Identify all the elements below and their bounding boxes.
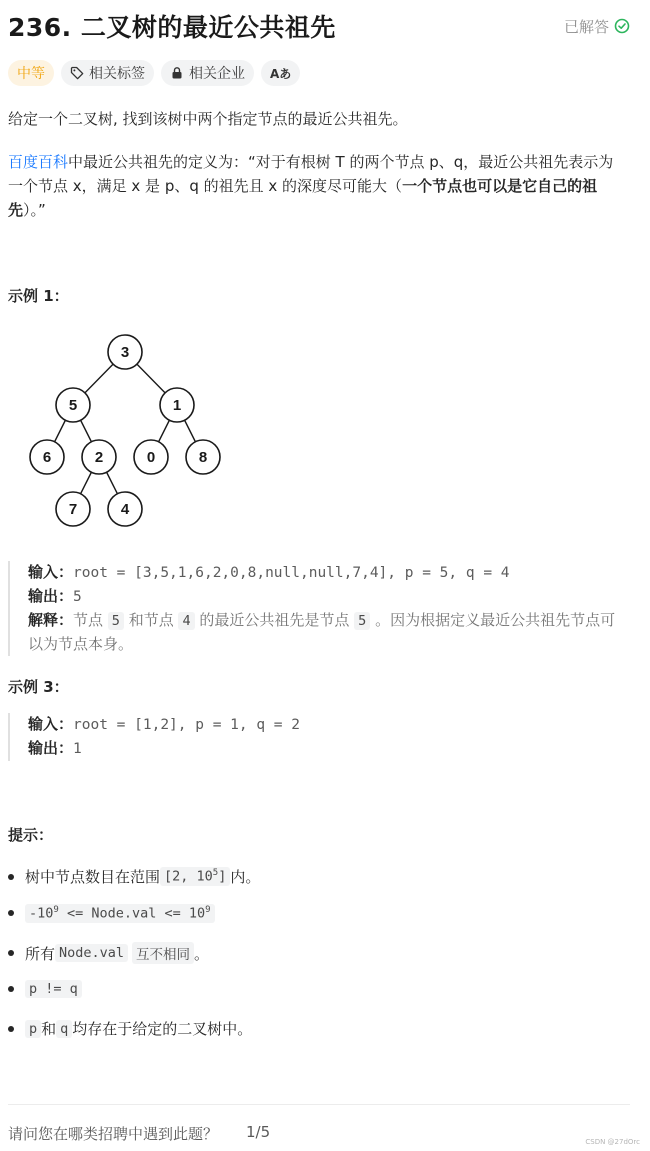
title-row: [8, 8, 630, 44]
tag-icon: [70, 66, 84, 80]
bullet-dot: [8, 986, 14, 992]
hint-code-text: ]: [218, 868, 227, 885]
related-tags-label: 相关标签: [89, 66, 145, 82]
watermark: CSDN @27dOrc: [585, 1138, 640, 1146]
difficulty-badge: 中等: [8, 60, 54, 86]
tree-node-label: 0: [146, 449, 156, 466]
example1-explain-row: [28, 609, 628, 656]
output-label: 输出：: [28, 739, 74, 757]
bullet-dot: [8, 950, 14, 956]
baidu-baike-link[interactable]: 百度百科: [8, 153, 69, 171]
example3-box: [8, 713, 300, 761]
tree-node-label: 5: [68, 397, 78, 414]
hint-sup: 9: [53, 905, 59, 915]
hint-sup: 9: [205, 905, 211, 915]
tree-node-label: 4: [120, 501, 130, 518]
translate-icon: Aあ: [270, 66, 292, 81]
hint-code-text: -10: [29, 905, 54, 922]
hint-code: Node.val: [55, 944, 128, 962]
hint-code: [25, 904, 215, 923]
solved-status: [564, 16, 630, 37]
tree-node-label: 8: [198, 449, 208, 466]
hint-code-text: [2, 10: [164, 868, 213, 885]
tree-node-label: 6: [42, 449, 52, 466]
hint-text: 内。: [230, 868, 261, 886]
explain-code: 5: [354, 612, 370, 630]
check-circle-icon: [614, 18, 630, 34]
example3-input-row: [28, 713, 300, 737]
example1-heading: 示例 1：: [8, 287, 69, 305]
bullet-dot: [8, 910, 14, 916]
hint-text: 。: [194, 944, 210, 963]
tag-bar: [8, 60, 300, 86]
hints-heading: 提示：: [8, 826, 54, 844]
hint-code-text: <= Node.val <= 10: [58, 905, 206, 922]
hint-item: [8, 866, 260, 887]
example3-heading: 示例 3：: [8, 678, 69, 696]
bullet-dot: [8, 1026, 14, 1032]
example1-input-row: [28, 561, 628, 585]
definition-tail: ）。”: [23, 201, 46, 219]
hint-code: p: [25, 1020, 41, 1038]
example3-output-row: [28, 737, 300, 761]
hint-code: q: [56, 1020, 72, 1038]
survey-row[interactable]: [8, 1123, 270, 1144]
related-companies-button[interactable]: [161, 60, 254, 86]
example1-output-row: [28, 585, 628, 609]
explain-text: 的最近公共祖先是节点: [194, 611, 355, 629]
hint-item: [8, 980, 82, 998]
description-definition: [8, 150, 628, 222]
definition-text: 中最近公共祖先的定义为：“对于有根树 T 的两个节点 p、q，最近公共祖先表示为一个节点 x，满足 x 是 p、q 的祖先且 x 的深度尽可能大（: [8, 153, 614, 195]
hint-item: [8, 904, 215, 923]
input-label: 输入：: [28, 715, 74, 733]
related-tags-button[interactable]: [61, 60, 154, 86]
tree-node-label: 1: [172, 397, 182, 414]
description-line1: 给定一个二叉树, 找到该树中两个指定节点的最近公共祖先。: [8, 110, 408, 128]
bullet-dot: [8, 874, 14, 880]
output-value: 1: [73, 741, 82, 757]
input-value: root = [1,2], p = 1, q = 2: [73, 717, 300, 733]
hint-code: [160, 867, 230, 886]
divider: [8, 1104, 630, 1105]
tree-node-label: 3: [120, 344, 130, 361]
explain-text: 和节点: [123, 611, 179, 629]
output-label: 输出：: [28, 587, 74, 605]
hint-code: 互不相同: [132, 942, 194, 964]
lock-icon: [170, 66, 184, 80]
explain-text: 。因为根据定义最近公共祖先节点可以为节点本身。: [28, 611, 616, 653]
hint-item: [8, 942, 209, 964]
hint-text: 所有: [25, 944, 56, 963]
related-companies-label: 相关企业: [189, 66, 245, 82]
tree-node-label: 2: [94, 449, 104, 466]
example1-box: [8, 561, 628, 656]
binary-tree-diagram: [20, 325, 230, 530]
hint-sup: 5: [212, 868, 219, 879]
hint-text: 均存在于给定的二叉树中。: [72, 1020, 253, 1038]
explain-label: 解释：: [28, 611, 74, 629]
explain-code: 5: [108, 612, 124, 630]
input-label: 输入：: [28, 563, 74, 581]
problem-title: 236. 二叉树的最近公共祖先: [8, 13, 336, 42]
tree-node-label: 7: [68, 501, 78, 518]
definition-bold: 一个节点也可以是它自己的祖先: [8, 177, 598, 219]
solved-label: 已解答: [563, 17, 609, 36]
input-value: root = [3,5,1,6,2,0,8,null,null,7,4], p = 5, q = 4: [73, 565, 510, 581]
hint-item: [8, 1018, 252, 1039]
survey-question: 请问您在哪类招聘中遇到此题？: [8, 1125, 219, 1143]
explain-text: 节点: [73, 611, 108, 629]
explain-code: 4: [178, 612, 194, 630]
output-value: 5: [73, 589, 82, 605]
hint-code: p != q: [25, 980, 82, 998]
translate-button[interactable]: [261, 60, 300, 86]
survey-pager: 1/5: [246, 1123, 271, 1141]
hint-text: 和: [41, 1020, 57, 1038]
hint-text: 树中节点数目在范围: [25, 868, 161, 886]
